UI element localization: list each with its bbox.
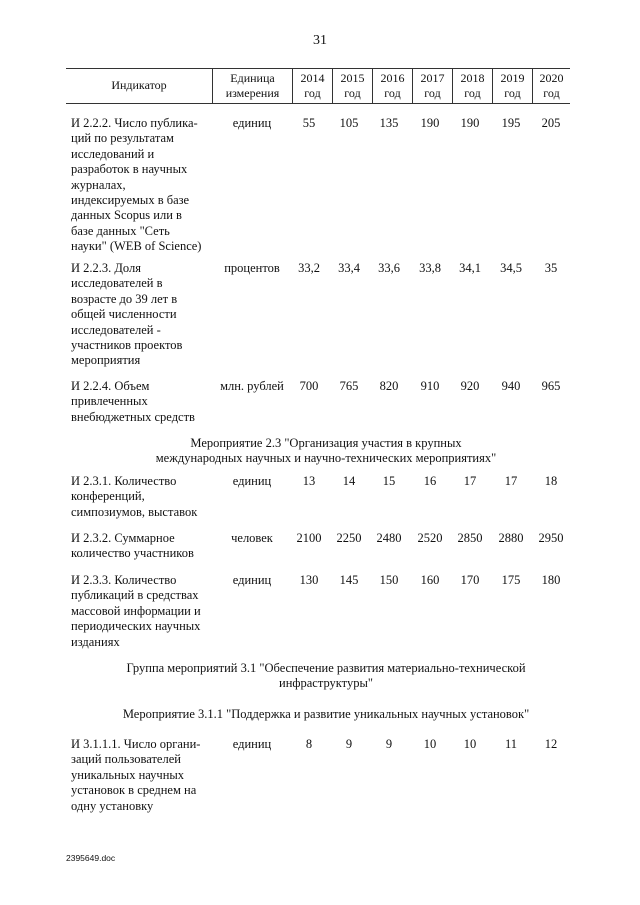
unit-cell: человек bbox=[231, 531, 273, 545]
value-cell-2014: 33,2 bbox=[298, 261, 320, 275]
header-year-value: 2020 bbox=[539, 71, 564, 85]
unit-cell: процентов bbox=[224, 261, 280, 275]
value-cell-2019: 34,5 bbox=[500, 261, 522, 275]
indicator-line: разработок в научных bbox=[71, 162, 188, 177]
value-cell-2020: 965 bbox=[541, 379, 561, 393]
indicator-name bbox=[71, 474, 221, 520]
header-year-2019 bbox=[492, 69, 532, 103]
header-year-value: 2014 bbox=[300, 71, 325, 85]
header-year-value: 2019 bbox=[500, 71, 525, 85]
indicator-line: И 2.3.3. Количество bbox=[71, 573, 177, 587]
indicator-line: внебюджетных средств bbox=[71, 409, 195, 424]
page-number: 31 bbox=[313, 33, 327, 48]
indicator-name bbox=[71, 531, 221, 562]
value-cell-2014: 2100 bbox=[296, 531, 322, 545]
value-cell-2020: 18 bbox=[544, 474, 558, 488]
section-heading-line: международных научных и научно-технических мероприятиях" bbox=[155, 451, 497, 466]
file-name: 2395649.doc bbox=[66, 853, 116, 863]
indicator-name bbox=[71, 379, 221, 425]
header-unit-line1: Единица bbox=[230, 71, 275, 85]
indicator-line: мероприятия bbox=[71, 353, 141, 368]
value-cell-2019: 17 bbox=[504, 474, 518, 488]
indicator-line: И 2.2.4. Объем bbox=[71, 379, 150, 393]
header-indicator: Индикатор bbox=[111, 78, 167, 92]
indicator-line: симпозиумов, выставок bbox=[71, 504, 198, 519]
indicator-line: количество участников bbox=[71, 546, 194, 561]
section-heading-line: Мероприятие 3.1.1 "Поддержка и развитие уникальных научных установок" bbox=[122, 707, 530, 721]
value-cell-2015: 105 bbox=[339, 116, 359, 130]
value-cell-2018: 2850 bbox=[457, 531, 483, 545]
value-cell-2015: 33,4 bbox=[338, 261, 360, 275]
header-unit-line2: измерения bbox=[225, 86, 280, 100]
indicator-line: И 3.1.1.1. Число органи- bbox=[71, 737, 201, 751]
header-year-value: 2015 bbox=[340, 71, 365, 85]
value-cell-2017: 190 bbox=[420, 116, 440, 130]
value-cell-2017: 33,8 bbox=[419, 261, 441, 275]
indicator-line: заций пользователей bbox=[71, 752, 181, 767]
value-cell-2019: 195 bbox=[501, 116, 521, 130]
indicator-line: изданиях bbox=[71, 634, 120, 649]
unit-cell: единиц bbox=[232, 737, 272, 751]
header-year-2018 bbox=[452, 69, 492, 103]
unit-cell: единиц bbox=[232, 116, 272, 130]
header-year-word: год bbox=[504, 86, 521, 100]
value-cell-2019: 2880 bbox=[498, 531, 524, 545]
value-cell-2020: 205 bbox=[541, 116, 561, 130]
indicator-line: И 2.3.2. Суммарное bbox=[71, 531, 175, 545]
section-heading-line: инфраструктуры" bbox=[279, 676, 373, 691]
header-year-word: год bbox=[464, 86, 481, 100]
value-cell-2019: 175 bbox=[501, 573, 521, 587]
indicator-name bbox=[71, 737, 221, 814]
header-year-value: 2016 bbox=[380, 71, 405, 85]
indicator-line: И 2.2.2. Число публика- bbox=[71, 116, 198, 130]
section-heading-line: Группа мероприятий 3.1 "Обеспечение развития материально-технической bbox=[126, 661, 526, 675]
value-cell-2014: 55 bbox=[302, 116, 316, 130]
header-year-2016 bbox=[372, 69, 412, 103]
header-year-word: год bbox=[384, 86, 401, 100]
value-cell-2015: 2250 bbox=[336, 531, 362, 545]
indicator-name bbox=[71, 261, 221, 369]
value-cell-2016: 135 bbox=[379, 116, 399, 130]
value-cell-2014: 130 bbox=[299, 573, 319, 587]
header-year-2015 bbox=[332, 69, 372, 103]
header-year-2017 bbox=[412, 69, 452, 103]
value-cell-2019: 11 bbox=[504, 737, 518, 751]
value-cell-2016: 150 bbox=[379, 573, 399, 587]
value-cell-2016: 33,6 bbox=[378, 261, 400, 275]
indicator-name bbox=[71, 573, 221, 650]
value-cell-2018: 920 bbox=[460, 379, 480, 393]
value-cell-2016: 9 bbox=[385, 737, 393, 751]
indicator-line: возрасте до 39 лет в bbox=[71, 291, 178, 306]
indicator-line: ций по результатам bbox=[71, 131, 174, 146]
indicator-line: индексируемых в базе bbox=[71, 193, 190, 208]
indicator-line: массовой информации и bbox=[71, 603, 201, 618]
value-cell-2017: 10 bbox=[423, 737, 437, 751]
indicator-line: данных Scopus или в bbox=[71, 208, 182, 223]
value-cell-2018: 34,1 bbox=[459, 261, 481, 275]
section-heading-line: Мероприятие 2.3 "Организация участия в крупных bbox=[190, 436, 462, 450]
header-year-2014 bbox=[292, 69, 332, 103]
header-year-2020 bbox=[532, 69, 570, 103]
unit-cell: млн. рублей bbox=[220, 379, 284, 393]
table-header bbox=[66, 68, 570, 104]
header-year-word: год bbox=[344, 86, 361, 100]
value-cell-2018: 17 bbox=[463, 474, 477, 488]
indicator-line: общей численности bbox=[71, 307, 177, 322]
value-cell-2020: 35 bbox=[544, 261, 558, 275]
indicator-line: И 2.3.1. Количество bbox=[71, 474, 177, 488]
indicator-line: журналах, bbox=[71, 177, 126, 192]
value-cell-2017: 910 bbox=[420, 379, 440, 393]
indicator-line: установок в среднем на bbox=[71, 783, 197, 798]
value-cell-2020: 2950 bbox=[538, 531, 564, 545]
value-cell-2014: 700 bbox=[299, 379, 319, 393]
section-heading bbox=[96, 436, 556, 467]
header-year-word: год bbox=[424, 86, 441, 100]
header-year-value: 2017 bbox=[420, 71, 445, 85]
value-cell-2020: 180 bbox=[541, 573, 561, 587]
value-cell-2017: 160 bbox=[420, 573, 440, 587]
indicator-line: привлеченных bbox=[71, 394, 148, 409]
value-cell-2015: 765 bbox=[339, 379, 359, 393]
indicator-line: исследований и bbox=[71, 146, 155, 161]
value-cell-2018: 10 bbox=[463, 737, 477, 751]
value-cell-2015: 14 bbox=[342, 474, 356, 488]
indicator-line: исследователей в bbox=[71, 276, 163, 291]
indicator-line: науки" (WEB of Science) bbox=[71, 239, 202, 254]
indicator-line: исследователей - bbox=[71, 322, 161, 337]
indicator-line: периодических научных bbox=[71, 619, 201, 634]
value-cell-2016: 15 bbox=[382, 474, 396, 488]
indicator-line: одну установку bbox=[71, 798, 154, 813]
indicator-name bbox=[71, 116, 221, 255]
value-cell-2019: 940 bbox=[501, 379, 521, 393]
value-cell-2014: 8 bbox=[305, 737, 313, 751]
unit-cell: единиц bbox=[232, 573, 272, 587]
unit-cell: единиц bbox=[232, 474, 272, 488]
value-cell-2018: 170 bbox=[460, 573, 480, 587]
value-cell-2016: 2480 bbox=[376, 531, 402, 545]
header-year-value: 2018 bbox=[460, 71, 485, 85]
indicator-line: участников проектов bbox=[71, 338, 183, 353]
value-cell-2014: 13 bbox=[302, 474, 316, 488]
value-cell-2016: 820 bbox=[379, 379, 399, 393]
indicator-line: уникальных научных bbox=[71, 767, 185, 782]
header-year-word: год bbox=[543, 86, 560, 100]
value-cell-2020: 12 bbox=[544, 737, 558, 751]
section-heading bbox=[96, 661, 556, 692]
indicator-line: конференций, bbox=[71, 489, 145, 504]
indicator-line: И 2.2.3. Доля bbox=[71, 261, 142, 275]
header-year-word: год bbox=[304, 86, 321, 100]
indicator-line: публикаций в средствах bbox=[71, 588, 199, 603]
section-heading bbox=[96, 707, 556, 722]
value-cell-2015: 9 bbox=[345, 737, 353, 751]
value-cell-2017: 2520 bbox=[417, 531, 443, 545]
indicator-line: базе данных "Сеть bbox=[71, 223, 170, 238]
value-cell-2015: 145 bbox=[339, 573, 359, 587]
value-cell-2017: 16 bbox=[423, 474, 437, 488]
value-cell-2018: 190 bbox=[460, 116, 480, 130]
header-unit bbox=[212, 69, 292, 103]
